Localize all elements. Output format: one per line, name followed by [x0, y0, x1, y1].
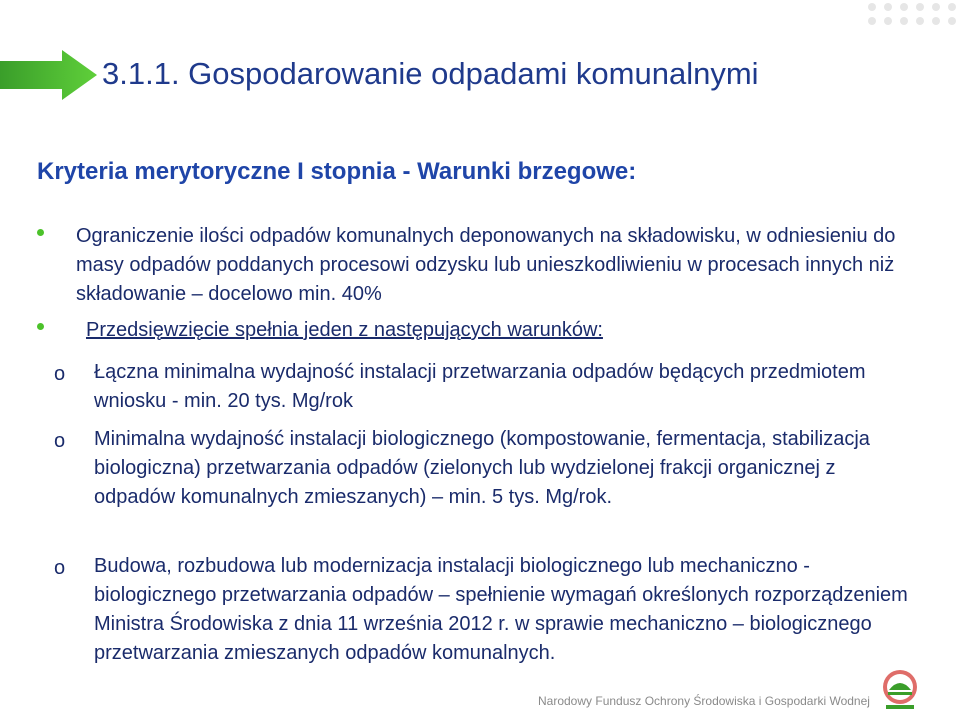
grid-dot: [916, 3, 924, 11]
grid-dot: [868, 17, 876, 25]
grid-dot: [884, 17, 892, 25]
sub-item-text: Minimalna wydajność instalacji biologicznego (kompostowanie, fermentacja, stabilizacja biologiczna) przetwarzania odpadów (zielonych lub wydzielonej frakcji organicznej z odpadów komunalnych zmieszanych) – min. 5 tys. Mg/rok.: [94, 428, 870, 508]
dot-grid-icon: [864, 0, 960, 30]
sub-item-marker: o: [54, 557, 66, 579]
grid-dot: [948, 17, 956, 25]
grid-dot: [900, 17, 908, 25]
section-subtitle: Kryteria merytoryczne I stopnia - Warunki brzegowe:: [37, 158, 637, 185]
grid-dot: [900, 3, 908, 11]
grid-dot: [932, 3, 940, 11]
bullet-text: Przedsięwzięcie spełnia jeden z następujących warunków:: [86, 319, 603, 341]
grid-dot: [884, 3, 892, 11]
arrow-icon: [0, 50, 100, 100]
nfosigw-logo-icon: [880, 668, 920, 710]
sub-item-marker: o: [54, 430, 66, 452]
sub-item-text: Budowa, rozbudowa lub modernizacja instalacji biologicznego lub mechaniczno - biologicznego przetwarzania odpadów – spełnienie wymagań określonych rozporządzeniem Ministra Środowiska z dnia 11 września 2012 r. w sprawie mechaniczno – biologicznego przetwarzania zmieszanych odpadów komunalnych.: [94, 555, 908, 664]
grid-dot: [948, 3, 956, 11]
bullet-text: Ograniczenie ilości odpadów komunalnych deponowanych na składowisku, w odniesieniu do masy odpadów poddanych procesowi odzysku lub unieszkodliwieniu w procesach innych niż składowanie – docelowo min. 40%: [76, 225, 896, 305]
footer-text: Narodowy Fundusz Ochrony Środowiska i Gospodarki Wodnej: [538, 694, 870, 708]
sub-item-text: Łączna minimalna wydajność instalacji przetwarzania odpadów będących przedmiotem wniosku - min. 20 tys. Mg/rok: [94, 361, 866, 412]
grid-dot: [932, 17, 940, 25]
sub-item-marker: o: [54, 363, 66, 385]
grid-dot: [868, 3, 876, 11]
bullet-marker: [37, 229, 44, 236]
page-title: 3.1.1. Gospodarowanie odpadami komunalnymi: [102, 56, 759, 91]
bullet-marker: [37, 323, 44, 330]
grid-dot: [916, 17, 924, 25]
